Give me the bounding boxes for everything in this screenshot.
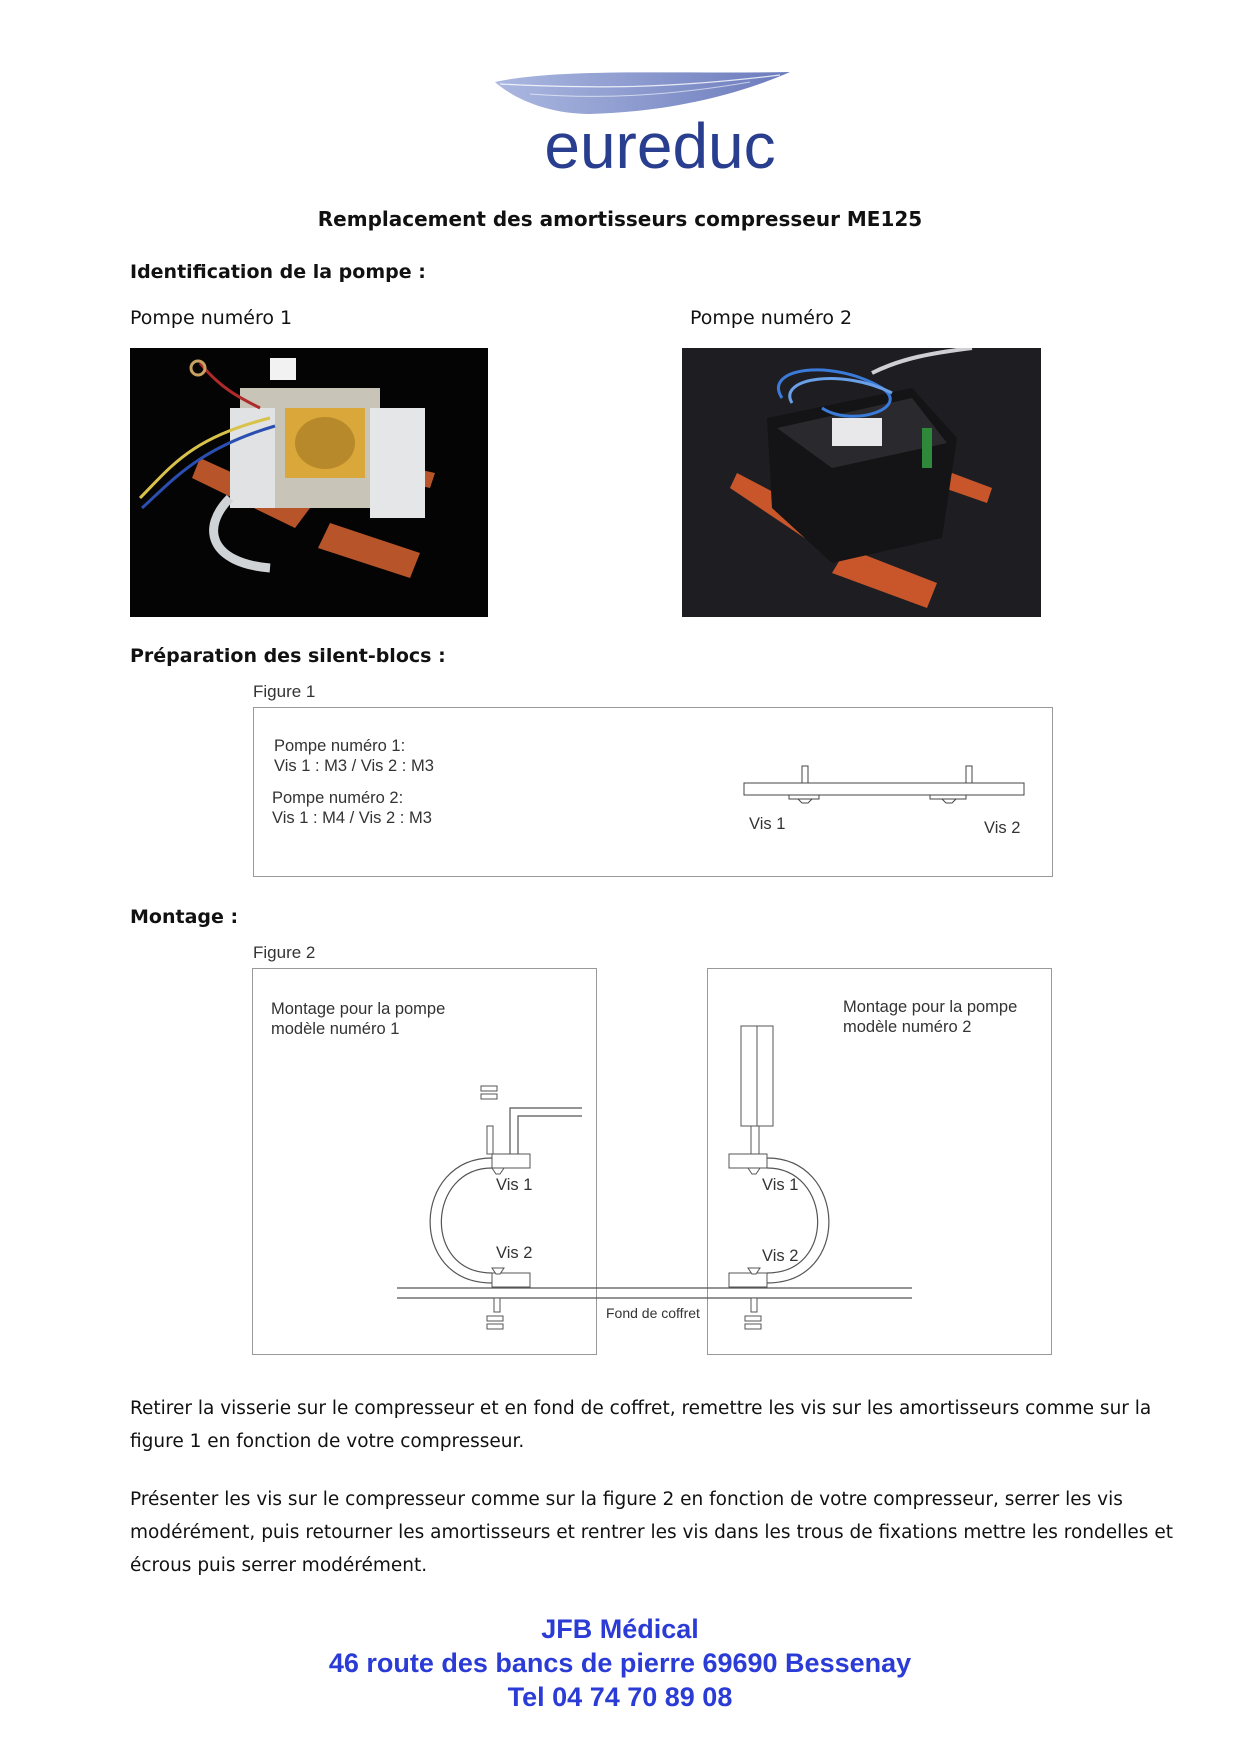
identification-heading: Identification de la pompe :: [130, 261, 426, 283]
pump2-photo: [682, 348, 1041, 617]
fond-de-coffret-label: Fond de coffret: [606, 1305, 700, 1321]
fig1-pump1-screws: Vis 1 : M3 / Vis 2 : M3: [274, 757, 434, 775]
fig2-left-vis1: Vis 1: [496, 1176, 533, 1194]
pump1-caption: Pompe numéro 1: [130, 307, 293, 329]
footer-phone: Tel 04 74 70 89 08: [507, 1682, 733, 1712]
logo-text: eureduc: [544, 110, 776, 180]
preparation-heading: Préparation des silent-blocs :: [130, 645, 446, 667]
fig2-left-title-2: modèle numéro 1: [271, 1020, 400, 1038]
footer-address: 46 route des bancs de pierre 69690 Bessenay: [328, 1648, 912, 1678]
fig2-right-vis1: Vis 1: [762, 1176, 799, 1194]
mounting-diagram: [252, 968, 1052, 1358]
pump2-caption: Pompe numéro 2: [690, 307, 853, 329]
feather-icon: [495, 72, 790, 114]
fig1-pump2-screws: Vis 1 : M4 / Vis 2 : M3: [272, 809, 432, 827]
figure1-label: Figure 1: [253, 682, 316, 701]
paragraph-1: Retirer la visserie sur le compresseur et en fond de coffret, remettre les vis sur les amortisseurs comme sur la figure 1 en fonction de votre compresseur.: [130, 1398, 1152, 1452]
fig1-vis1: Vis 1: [749, 815, 786, 833]
paragraph-2: Présenter les vis sur le compresseur comme sur la figure 2 en fonction de votre compresseur, serrer les vis modérément, puis retourner les amortisseurs et rentrer les vis dans les trous de fixations mettre les rondelles et écrous puis serrer modérément.: [130, 1489, 1173, 1576]
fig2-right-title-1: Montage pour la pompe: [843, 998, 1018, 1016]
fig2-left-title-1: Montage pour la pompe: [271, 1000, 446, 1018]
fig1-vis2: Vis 2: [984, 819, 1021, 837]
pump1-photo: [130, 348, 488, 617]
fig2-right-vis2: Vis 2: [762, 1247, 799, 1265]
fig1-pump2-title: Pompe numéro 2:: [272, 789, 404, 807]
footer-company: JFB Médical: [541, 1614, 699, 1644]
figure2-label: Figure 2: [253, 943, 316, 962]
fig1-pump1-title: Pompe numéro 1:: [274, 737, 406, 755]
figure2: [252, 968, 1052, 1358]
silent-bloc-diagram: [734, 758, 1034, 808]
page-title: Remplacement des amortisseurs compresseur ME125: [317, 207, 923, 231]
fig2-left-vis2: Vis 2: [496, 1244, 533, 1262]
fig2-right-title-2: modèle numéro 2: [843, 1018, 972, 1036]
eureduc-logo: [490, 70, 830, 180]
montage-heading: Montage :: [130, 906, 239, 928]
figure1: [253, 707, 1053, 877]
